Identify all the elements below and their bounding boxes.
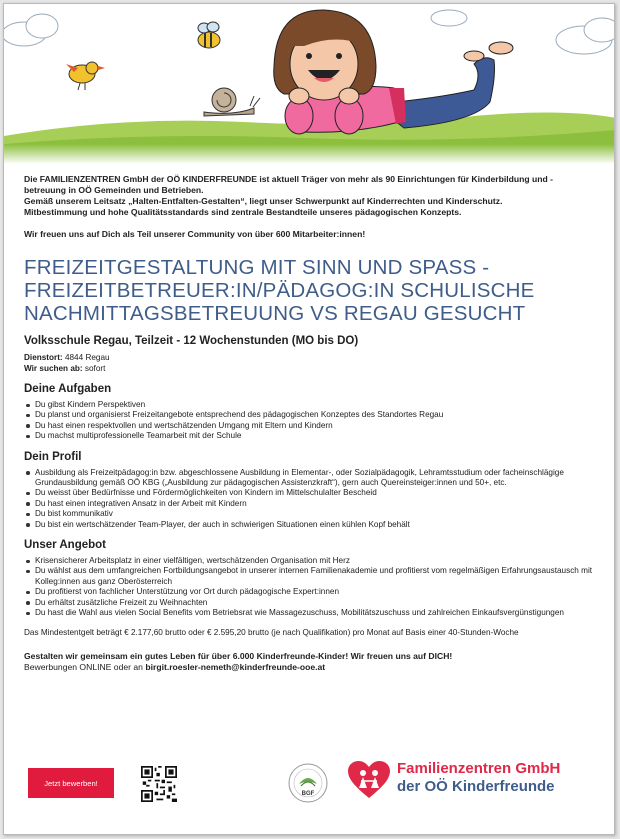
bgf-label: BGF [301,791,315,797]
list-item: Du hast die Wahl aus vielen Social Benefits vom Betriebsrat wie Massagezuschuss, Mobilitätszuschuss und zahlreichen Einkaufsvergünstigungen [24,608,596,618]
bee-icon [198,22,220,48]
email-link[interactable]: birgit.roesler-nemeth@kinderfreunde-ooe.at [145,662,326,672]
list-item: Du weisst über Bedürfnisse und Fördermöglichkeiten von Kindern im Mittelschulalter Bescheid [24,488,596,498]
heart-logo-icon [347,760,391,800]
job-posting-page [3,3,615,835]
list-item: Du bist ein wertschätzender Team-Player, der auch in schwierigen Situationen einen kühlen Kopf behält [24,520,596,530]
qr-code-icon[interactable] [141,766,177,802]
offer-heading: Unser Angebot [24,539,106,552]
profile-list [24,468,596,530]
profile-heading: Dein Profil [24,450,82,463]
intro-line: betreuung in OÖ Gemeinden und Betrieben. [24,185,204,195]
list-item: Krisensicherer Arbeitsplatz in einer vielfältigen, wertschätzenden Organisation mit Herz [24,556,596,566]
content [24,174,596,673]
cta-text [24,651,596,673]
job-title-line: FREIZEITGESTALTUNG MIT SINN UND SPASS - [24,256,490,279]
logo-line-1: Familienzentren GmbH [397,760,561,777]
apply-button[interactable]: Jetzt bewerben! [28,768,114,798]
intro-line: Gemäß unserem Leitsatz „Halten-Entfalten-Gestalten“, liegt unser Schwerpunkt auf Kinderrechten und Kinderschutz. [24,196,503,206]
logo-line-2: der OÖ Kinderfreunde [397,778,555,795]
start-label: Wir suchen ab: [24,363,83,373]
bgf-seal-icon [287,762,329,804]
tasks-list [24,400,596,442]
list-item: Ausbildung als Freizeitpädagog:in bzw. abgeschlossene Ausbildung in Elementar-, oder Sozialpädagogik, Lehramtsstudium oder facheinschlägige Grundausbildung gemäß OÖ KBG („Ausbildung zur pädagogischen Assistenzkraft“), gern auch Quereinsteiger:innen und 50+, etc. [24,468,596,489]
hero-illustration [4,4,615,164]
job-meta [24,353,596,374]
job-title-line: NACHMITTAGSBETREUUNG VS REGAU GESUCHT [24,302,526,325]
list-item: Du profitierst von fachlicher Unterstützung vor Ort durch pädagogische Expert:innen [24,587,596,597]
offer-list [24,556,596,618]
list-item: Du wählst aus dem umfangreichen Fortbildungsangebot in unserer internen Familienakademie und profitierst vom regelmäßigen Erfahrungsaustausch mit Kolleg:innen aus ganz Oberösterreich [24,566,596,587]
girl-illustration [274,10,513,134]
cta-prefix: Bewerbungen ONLINE oder an [24,662,143,672]
job-title-line: FREIZEITBETREUER:IN/PÄDAGOG:IN SCHULISCHE [24,279,535,302]
location-label: Dienstort: [24,353,63,362]
list-item: Du machst multiprofessionelle Teamarbeit mit der Schule [24,431,596,441]
location-value: 4844 Regau [64,353,110,362]
job-title [24,256,596,325]
list-item: Du gibst Kindern Perspektiven [24,400,596,410]
snail-icon [204,88,260,116]
intro-line: Die FAMILIENZENTREN GmbH der OÖ KINDERFREUNDE ist aktuell Träger von mehr als 90 Einrichtungen für Kinderbildung und - [24,174,554,184]
tasks-heading: Deine Aufgaben [24,383,112,395]
intro-text [24,174,596,240]
job-subtitle: Volksschule Regau, Teilzeit - 12 Wochenstunden (MO bis DO) [24,335,359,347]
bird-icon [66,62,105,90]
intro-line: Mitbestimmung und hohe Qualitätsstandards sind zentrale Bestandteile unseres pädagogischen Konzepts. [24,207,462,217]
list-item: Du bist kommunikativ [24,509,596,519]
list-item: Du hast einen respektvollen und wertschätzenden Umgang mit Eltern und Kindern [24,421,596,431]
start-value: sofort [84,363,106,373]
company-logo [347,758,595,804]
list-item: Du planst und organisierst Freizeitangebote entsprechend des pädagogischen Konzeptes des Standortes Regau [24,410,596,420]
list-item: Du hast einen integrativen Ansatz in der Arbeit mit Kindern [24,499,596,509]
salary-text: Das Mindestentgelt beträgt € 2.177,60 brutto oder € 2.595,20 brutto (je nach Qualifikation) pro Monat auf Basis einer 40-Stunden-Woche [24,627,519,637]
cta-line: Gestalten wir gemeinsam ein gutes Leben für über 6.000 Kinderfreunde-Kinder! Wir freuen uns auf DICH! [24,651,453,661]
intro-line: Wir freuen uns auf Dich als Teil unserer Community von über 600 Mitarbeiter:innen! [24,229,366,239]
list-item: Du erhältst zusätzliche Freizeit zu Weihnachten [24,598,596,608]
